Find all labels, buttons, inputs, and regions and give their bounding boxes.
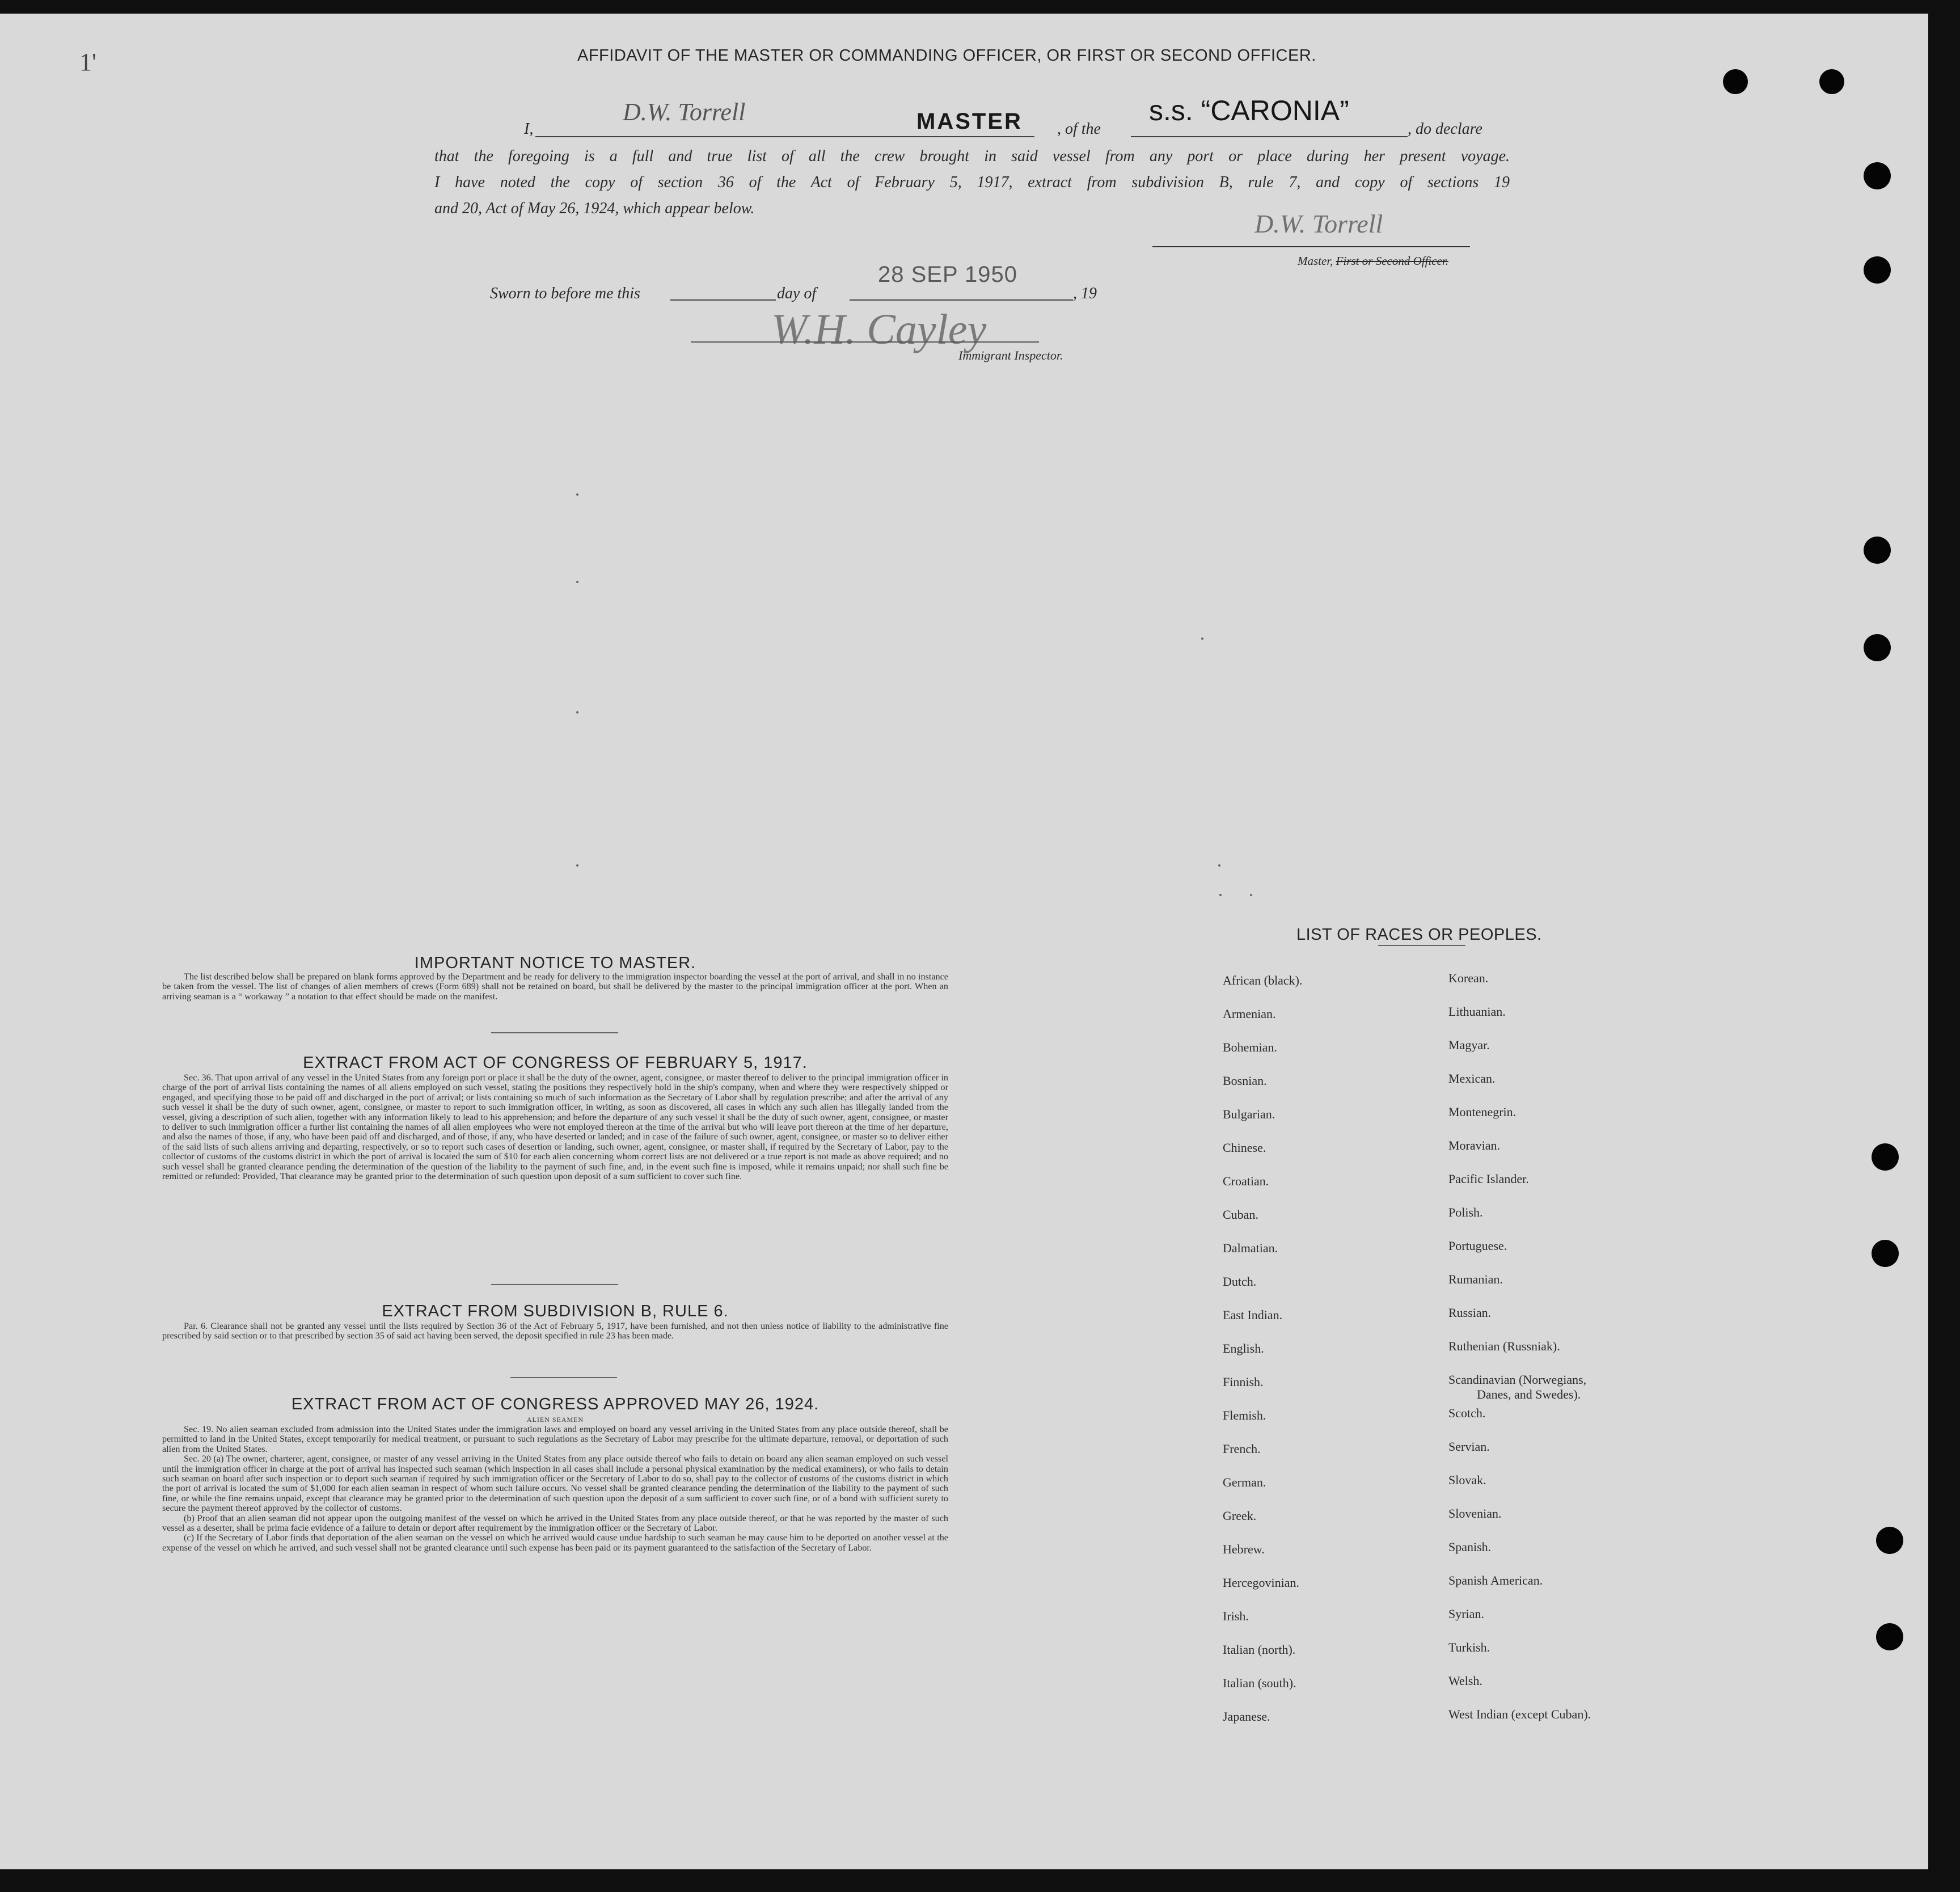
section-20c-paragraph: (c) If the Secretary of Labor finds that deportation of the alien seaman on the vessel on which he arrived would cause undue hardship to such seaman he may cause him to be deported on another vessel at the expense of the vessel on which he arrived, and such vessel shall not be granted clearance until such expense has been paid or its payment guaranteed to the satisfaction of the Secretary of Labor. [162, 1532, 948, 1553]
scan-speck [1201, 637, 1203, 640]
affidavit-line-3: and 20, Act of May 26, 1924, which appear below. [434, 200, 755, 217]
extract-1917-title: EXTRACT FROM ACT OF CONGRESS OF FEBRUARY 5, 1917. [303, 1054, 808, 1072]
punch-hole [1876, 1527, 1903, 1554]
signer-caption-struck: First or Second Officer. [1336, 254, 1448, 268]
subdivision-b-body [162, 1321, 948, 1341]
punch-hole [1819, 69, 1844, 94]
race-item: Finnish. [1223, 1375, 1264, 1389]
race-item: Armenian. [1223, 1007, 1276, 1021]
race-item: Italian (north). [1223, 1642, 1296, 1657]
master-name-handwritten: D.W. Torrell [623, 98, 746, 126]
signature-line [1152, 246, 1470, 247]
inspector-line [691, 341, 1039, 343]
divider [491, 1284, 618, 1285]
day-of-label: day of [777, 285, 817, 302]
race-item: Russian. [1448, 1306, 1492, 1320]
race-item: Scandinavian (Norwegians, [1448, 1372, 1587, 1387]
races-title-underline [1378, 945, 1465, 946]
extract-1917-body [162, 1073, 948, 1181]
affidavit-line-2: I have noted the copy of section 36 of the Act of February 5, 1917, extract from subdivision B, rule 7, and copy of sections 19 [434, 174, 1510, 191]
punch-hole [1723, 69, 1748, 94]
document-sheet [0, 14, 1928, 1869]
race-item: German. [1223, 1475, 1266, 1489]
master-signature: D.W. Torrell [1254, 209, 1383, 238]
name-line [535, 136, 1034, 137]
sworn-month-line [850, 299, 1073, 301]
affidavit-title: AFFIDAVIT OF THE MASTER OR COMMANDING OFFICER, OR FIRST OR SECOND OFFICER. [577, 47, 1316, 65]
race-item: Italian (south). [1223, 1676, 1296, 1690]
punch-hole [1872, 1240, 1899, 1267]
section-20b-paragraph: (b) Proof that an alien seaman did not appear upon the outgoing manifest of the vessel on which he arrived in the United States from any place outside thereof, or that he was reported by the master of such vessel as a deserter, shall be prima facie evidence of a failure to detain or deport after requirement by the immigration officer or the Secretary of Labor. [162, 1513, 948, 1534]
punch-hole [1864, 256, 1891, 284]
of-the-label: , of the [1057, 120, 1101, 138]
races-title: LIST OF RACES OR PEOPLES. [1296, 926, 1542, 944]
race-item-continuation: Danes, and Swedes). [1477, 1387, 1581, 1401]
race-item: Hebrew. [1223, 1542, 1265, 1556]
race-item: Korean. [1448, 971, 1489, 985]
scan-speck [1218, 864, 1220, 867]
race-item: Servian. [1448, 1439, 1490, 1454]
divider [491, 1032, 618, 1033]
punch-hole [1864, 162, 1891, 189]
punch-hole [1872, 1143, 1899, 1171]
race-item: Slovak. [1448, 1473, 1486, 1487]
race-item: Flemish. [1223, 1408, 1266, 1422]
notice-paragraph: The list described below shall be prepared on blank forms approved by the Department and be ready for delivery to the immigration inspector boarding the vessel at the port of arrival, and shall in no instance be taken from the vessel. The list of changes of alien members of crews (Form 689) shall not be retained on board, but shall be delivered by the master to the principal immigration officer at the port. When an arriving seaman is a “ workaway ” a notation to that effect should be made on the manifest. [162, 972, 948, 1002]
section-20a-paragraph: Sec. 20 (a) The owner, charterer, agent, consignee, or master of any vessel arriving in the United States from any place outside thereof who fails to detain on board any alien seaman employed on such vessel until the immigration officer in charge at the port of arrival has inspected such seaman (which inspection in all cases shall include a personal physical examination by the medical examiners), or who fails to detain such seaman on board after such inspection or to deport such seaman if required by such immigration officer or the Secretary of Labor to do so, shall pay to the collector of customs of the customs district in which the port of arrival is located the sum of $1,000 for each alien seaman in respect of whom such failure occurs. No vessel shall be granted clearance pending the determination of the liability to the payment of such fine, or while the fine remains unpaid, except that clearance may be granted prior to the determination of such question upon the deposit of a sum sufficient to cover such fine, or of a bond with sufficient surety to secure the payment thereof approved by the collector of customs. [162, 1454, 948, 1514]
signer-caption-master: Master, [1298, 254, 1336, 268]
race-item: Moravian. [1448, 1138, 1501, 1152]
sworn-label: Sworn to before me this [490, 285, 640, 302]
race-item: Spanish. [1448, 1540, 1492, 1554]
notice-body [162, 972, 948, 1002]
subdivision-b-title: EXTRACT FROM SUBDIVISION B, RULE 6. [382, 1302, 729, 1320]
scan-speck [576, 711, 578, 713]
signer-caption [1298, 254, 1448, 268]
race-item: Irish. [1223, 1609, 1249, 1623]
corner-mark: 1' [79, 48, 96, 76]
punch-hole [1876, 1623, 1903, 1650]
race-item: Spanish American. [1448, 1573, 1543, 1587]
extract-1924-body [162, 1425, 948, 1553]
race-item: Pacific Islander. [1448, 1172, 1529, 1186]
race-item: Greek. [1223, 1509, 1257, 1523]
inspector-signature: W.H. Cayley [771, 306, 987, 353]
race-item: Portuguese. [1448, 1239, 1507, 1253]
race-item: English. [1223, 1341, 1264, 1355]
affidavit-line-1: that the foregoing is a full and true list of all the crew brought in said vessel from any port or place during her present voyage. [434, 147, 1510, 165]
year-label: , 19 [1073, 285, 1097, 302]
race-item: Cuban. [1223, 1207, 1258, 1222]
race-item: Turkish. [1448, 1640, 1490, 1654]
race-item: Bosnian. [1223, 1074, 1267, 1088]
scan-speck [576, 864, 578, 867]
race-item: East Indian. [1223, 1308, 1283, 1322]
race-item: Montenegrin. [1448, 1105, 1517, 1119]
ship-name-stamp: s.s. “CARONIA” [1149, 95, 1349, 126]
inspector-caption: Immigrant Inspector. [958, 348, 1063, 362]
extract-1924-title: EXTRACT FROM ACT OF CONGRESS APPROVED MAY 26, 1924. [291, 1395, 820, 1413]
vessel-line [1131, 136, 1408, 137]
race-item: Bulgarian. [1223, 1107, 1275, 1121]
race-item: Rumanian. [1448, 1272, 1503, 1286]
race-item: Polish. [1448, 1205, 1483, 1219]
scan-speck [576, 581, 578, 583]
race-item: Dutch. [1223, 1274, 1257, 1289]
punch-hole [1864, 634, 1891, 661]
race-item: Hercegovinian. [1223, 1576, 1299, 1590]
par-6-paragraph: Par. 6. Clearance shall not be granted any vessel until the lists required by Section 36 of the Act of February 5, 1917, have been furnished, and not then unless notice of liability to the administrative fine prescribed by said section or to that prescribed by section 35 of said act having been served, the deposit specified in rule 23 has been made. [162, 1321, 948, 1341]
do-declare-label: , do declare [1408, 120, 1482, 138]
race-item: Lithuanian. [1448, 1004, 1506, 1019]
section-36-paragraph: Sec. 36. That upon arrival of any vessel in the United States from any foreign port or place it shall be the duty of the owner, agent, consignee, or master thereof to deliver to the principal immigration officer in charge of the port of arrival lists containing the names of all aliens employed on such vessel, stating the positions they respectively hold in the ship's company, when and where they were respectively shipped or engaged, and specifying those to be paid off and discharged in the port of arrival; or lists containing so much of such information as the Secretary of Labor shall by regulation prescribe; and after the arrival of any such vessel it shall be the duty of such owner, agent, consignee, or master to report to such immigration officer, in writing, as soon as discovered, all cases in which any such alien has illegally landed from the vessel, giving a description of such alien, together with any information likely to lead to his apprehension; and before the departure of any such vessel it shall be the duty of such owner, agent, consignee, or master to deliver to such immigration officer a further list containing the names of all alien employees who were not employed thereon at the time of the arrival but who will leave port thereon at the time of her departure, and also the names of those, if any, who have been paid off and discharged, and of those, if any, who have deserted or landed; and in case of the failure of such owner, agent, consignee, or master so to deliver either of the said lists of such aliens arriving and departing, respectively, or so to report such cases of desertion or landing, such owner, agent, consignee, or master shall, if required by the Secretary of Labor, pay to the collector of customs of the customs district in which the port of arrival is located the sum of $10 for each alien concerning whom correct lists are not delivered or a true report is not made as above required; and no such vessel shall be granted clearance pending the determination of the question of the liability to the payment of such fine, and, in the event such fine is imposed, while it remains unpaid; nor shall such fine be remitted or refunded: Provided, That clearance may be granted prior to the determination of such question upon deposit of a sum sufficient to cover such fine. [162, 1072, 948, 1182]
punch-hole [1864, 537, 1891, 564]
race-item: Syrian. [1448, 1607, 1484, 1621]
race-item: Scotch. [1448, 1406, 1486, 1420]
race-item: Dalmatian. [1223, 1241, 1278, 1255]
race-item: Bohemian. [1223, 1040, 1277, 1054]
race-item: West Indian (except Cuban). [1448, 1707, 1591, 1721]
date-stamp: 28 SEP 1950 [878, 262, 1018, 287]
scan-speck [576, 493, 578, 496]
race-item: Mexican. [1448, 1071, 1496, 1086]
scan-speck [1219, 894, 1222, 896]
divider [510, 1377, 617, 1378]
race-item: French. [1223, 1442, 1261, 1456]
rank-stamp: MASTER [916, 109, 1023, 134]
race-item: Japanese. [1223, 1709, 1270, 1724]
i-label: I, [524, 120, 534, 138]
notice-title: IMPORTANT NOTICE TO MASTER. [414, 954, 696, 972]
race-item: Croatian. [1223, 1174, 1269, 1188]
race-item: Magyar. [1448, 1038, 1490, 1052]
scan-speck [1250, 894, 1252, 896]
sworn-day-line [670, 299, 776, 301]
race-item: Welsh. [1448, 1674, 1482, 1688]
section-19-paragraph: Sec. 19. No alien seaman excluded from admission into the United States under the immigration laws and employed on board any vessel arriving in the United States from any place outside thereof, shall be permitted to land in the United States, except temporarily for medical treatment, or pursuant to such regulations as the Secretary of Labor may prescribe for the ultimate departure, removal, or deportation of such alien from the United States. [162, 1424, 948, 1454]
alien-seamen-subtitle: ALIEN SEAMEN [526, 1416, 584, 1424]
race-item: Chinese. [1223, 1141, 1266, 1155]
race-item: Slovenian. [1448, 1506, 1502, 1521]
race-item: African (black). [1223, 973, 1303, 987]
race-item: Ruthenian (Russniak). [1448, 1339, 1560, 1353]
